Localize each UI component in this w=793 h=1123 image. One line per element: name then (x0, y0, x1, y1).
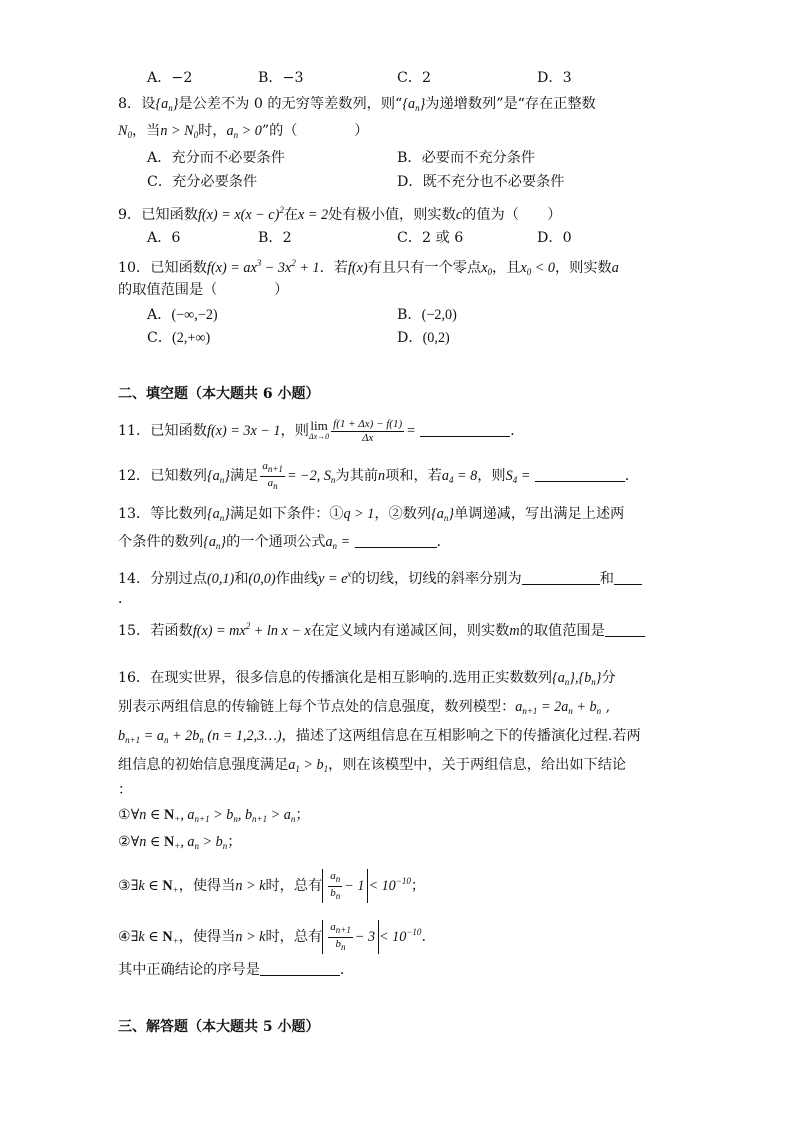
q16-conclusion-4: ④∃k ∈ $N_+$，使得当n > k时，总有 $\frac{a_{n+1}}{b_n}$ − $3 < 10^{-10}$. (118, 915, 426, 949)
q10-stem-line2: 的取值范围是（ ） (118, 282, 289, 298)
q10-option-c: C．(2,+∞) (147, 330, 211, 346)
q12-stem: 12．已知数列$\{a_n\}$满足 $\frac{a_{n+1}}{a_n}$ = −2, $S_n$为其前n项和，若$a_4 = 8$，则$S_4$ = ． (118, 459, 640, 491)
q10-option-b: B．(−2,0) (397, 307, 457, 323)
q8-option-d: D．既不充分也不必要条件 (397, 174, 565, 190)
q7-option-c: C．2 (397, 70, 432, 86)
q14-stem: 14．分别过点(0,1)和(0,0)作曲线$y = e^x$的切线，切线的斜率分别为 和 (118, 565, 642, 588)
q9-stem: 9．已知函数$f(x) = x(x - c)^2$在x = 2处有极小值，则实数c的值为（ ） (118, 205, 562, 223)
q7-option-a: A．−2 (147, 70, 193, 86)
q16-conclusion-1: ①∀n ∈ $N_+$, $a_{n+1} > b_n$, $b_{n+1} > a_n$； (118, 807, 310, 824)
q13-stem-line2: 个条件的数列$\{a_n\}$的一个通项公式$a_n$ = ． (118, 534, 451, 551)
q8-option-b: B．必要而不充分条件 (397, 150, 536, 166)
q16-stem-line2: 别表示两组信息的传输链上每个节点处的信息强度，数列模型：$a_{n+1} = 2a_n + b_n$ , (118, 699, 611, 716)
q16-stem-line4: 组信息的初始信息强度满足$a_1 > b_1$，则在该模型中，关于两组信息，给出如下结论 (118, 757, 627, 774)
q16-conclusion-3: ③∃k ∈ $N_+$，使得当n > k时，总有 $\frac{a_n}{b_n}$ − $1 < 10^{-10}$； (118, 864, 425, 898)
q8-option-a: A．充分而不必要条件 (147, 150, 285, 166)
q9-option-d: D．0 (537, 230, 572, 246)
section-3-heading: 三、解答题（本大题共 5 小题） (118, 1019, 320, 1035)
q8-stem-line2: $N_0$，当$n > N_0$时，$a_n > 0$”的（ ） (118, 123, 369, 140)
section-2-heading: 二、填空题（本大题共 6 小题） (118, 386, 320, 402)
q15-stem: 15．若函数$f(x) = mx^2 + \ln x - x$在定义域内有递减区间，则实数m的取值范围是 (118, 617, 645, 640)
q10-option-d: D．(0,2) (397, 330, 450, 346)
q8-stem-line1: 8．设$\{a_n\}$是公差不为 0 的无穷等差数列，则“$\{a_n\}$为递增数列”是“存在正整数 (118, 96, 596, 113)
q13-stem-line1: 13．等比数列$\{a_n\}$满足如下条件：①q > 1，②数列$\{a_n\}$单调递减，写出满足上述两 (118, 506, 625, 523)
q16-stem-line1: 16．在现实世界，很多信息的传播演化是相互影响的.选用正实数数列$\{a_n\},\{b_n\}$分 (118, 670, 616, 687)
q7-option-d: D．3 (537, 70, 572, 86)
q10-option-a: A．(−∞,−2) (147, 307, 218, 323)
q16-colon: ： (118, 782, 133, 798)
q8-option-c: C．充分必要条件 (147, 174, 258, 190)
q9-option-b: B．2 (258, 230, 292, 246)
q16-final: 其中正确结论的序号是 . (118, 962, 345, 978)
q11-stem: 11．已知函数f(x) = 3x − 1，则 lim Δx→0 $\frac{f(1 + \Delta x) - f(1)}{\Delta x}$ = ． (118, 417, 525, 444)
q14-dot: ． (118, 591, 133, 607)
q16-conclusion-2: ②∀n ∈ $N_+$, $a_n > b_n$； (118, 834, 242, 851)
q10-stem-line1: 10．已知函数$f(x) = ax^3 - 3x^2 + 1$．若f(x)有且只有一个零点$x_0$，且$x_0 < 0$，则实数a (118, 258, 619, 277)
q9-option-c: C．2 或 6 (397, 230, 464, 246)
q7-option-b: B．−3 (258, 70, 304, 86)
q9-option-a: A．6 (147, 230, 181, 246)
q16-stem-line3: $b_{n+1} = a_n + 2b_n$ (n = 1,2,3…)，描述了这两组信息在互相影响之下的传播演化过程.若两 (118, 728, 641, 745)
